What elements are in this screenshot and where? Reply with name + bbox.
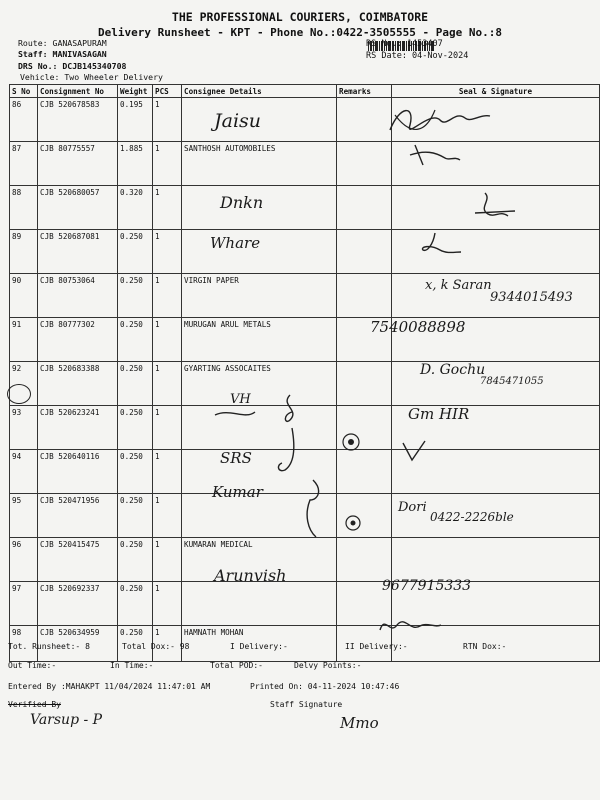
sno-cell: 94 xyxy=(10,450,38,494)
pcs-cell: 1 xyxy=(153,142,182,186)
consignment-cell: CJB 520623241 xyxy=(38,406,118,450)
pcs-cell: 1 xyxy=(153,450,182,494)
pcs-cell: 1 xyxy=(153,538,182,582)
signature-88 xyxy=(470,188,520,224)
handwritten-phone-92: 7845471055 xyxy=(480,376,544,387)
vehicle-line xyxy=(20,72,163,82)
document-title: THE PROFESSIONAL COURIERS, COIMBATORE xyxy=(171,10,429,24)
consignee-cell: VIRGIN PAPER xyxy=(182,274,337,318)
consignee-cell: MURUGAN ARUL METALS xyxy=(182,318,337,362)
sno-cell: 89 xyxy=(10,230,38,274)
drs-value: DCJB145340708 xyxy=(62,61,127,71)
col-remarks: Remarks xyxy=(337,85,392,98)
consignment-cell: CJB 520415475 xyxy=(38,538,118,582)
seal-stamp-94 xyxy=(340,432,362,452)
signature-93-scribble xyxy=(210,390,310,430)
remarks-cell xyxy=(337,274,392,318)
pcs-cell: 1 xyxy=(153,98,182,142)
col-consignment: Consignment No xyxy=(38,85,118,98)
col-sno: S No xyxy=(10,85,38,98)
table-row xyxy=(10,230,600,274)
staff-line xyxy=(18,49,107,59)
weight-cell: 0.250 xyxy=(118,406,153,450)
pcs-cell: 1 xyxy=(153,186,182,230)
handwritten-name-97: Arunvish xyxy=(214,566,287,585)
delivery-table xyxy=(9,84,600,662)
signature-94 xyxy=(400,438,430,464)
handwritten-name-89: Whare xyxy=(210,234,261,252)
signature-94-stroke xyxy=(270,425,300,475)
handwritten-sig-96: Dori xyxy=(398,500,427,515)
handwritten-sig-92: D. Gochu xyxy=(420,362,486,378)
pcs-cell: 1 xyxy=(153,230,182,274)
pcs-cell: 1 xyxy=(153,582,182,626)
handwritten-sig-93: Gm HIR xyxy=(408,405,470,423)
row-93-circle-mark xyxy=(7,384,31,404)
consignment-cell: CJB 520692337 xyxy=(38,582,118,626)
pcs-cell: 1 xyxy=(153,626,182,662)
staff-signature-label: Staff Signature xyxy=(270,700,343,709)
sno-cell: 86 xyxy=(10,98,38,142)
weight-cell: 0.250 xyxy=(118,362,153,406)
consignee-cell xyxy=(182,582,337,626)
consignment-cell: CJB 520683388 xyxy=(38,362,118,406)
sno-cell: 91 xyxy=(10,318,38,362)
consignment-cell: CJB 520680057 xyxy=(38,186,118,230)
weight-cell: 0.250 xyxy=(118,450,153,494)
remarks-cell xyxy=(337,450,392,494)
weight-cell: 0.250 xyxy=(118,230,153,274)
table-header-row xyxy=(10,85,600,98)
handwritten-name-88: Dnkn xyxy=(220,193,264,212)
consignment-cell: CJB 520634959 xyxy=(38,626,118,662)
pcs-cell: 1 xyxy=(153,274,182,318)
handwritten-phone-96: 0422-2226ble xyxy=(430,510,514,524)
signature-87 xyxy=(405,140,465,170)
printed-on: Printed On: 04-11-2024 10:47:46 xyxy=(250,682,400,691)
consignment-cell: CJB 520678583 xyxy=(38,98,118,142)
pcs-cell: 1 xyxy=(153,494,182,538)
document-subtitle: Delivery Runsheet - KPT - Phone No.:0422-3505555 - Page No.:8 xyxy=(98,26,502,39)
sno-cell: 92 xyxy=(10,362,38,406)
consignee-cell: GYARTING ASSOCAITES xyxy=(182,362,337,406)
consignment-cell: CJB 80753064 xyxy=(38,274,118,318)
rtn-dox: RTN Dox:- xyxy=(463,642,507,651)
consignee-cell: HAMNATH MOHAN xyxy=(182,626,337,662)
remarks-cell xyxy=(337,186,392,230)
pcs-cell: 1 xyxy=(153,406,182,450)
sno-cell: 93 xyxy=(10,406,38,450)
weight-cell: 0.250 xyxy=(118,318,153,362)
consignment-cell: CJB 80775557 xyxy=(38,142,118,186)
sno-cell: 95 xyxy=(10,494,38,538)
remarks-cell xyxy=(337,538,392,582)
out-time: Out Time:- xyxy=(8,661,57,670)
rs-date: RS Date: 04-Nov-2024 xyxy=(366,51,469,61)
col-weight: Weight xyxy=(118,85,153,98)
col-seal-signature: Seal & Signature xyxy=(392,85,600,98)
sno-cell: 90 xyxy=(10,274,38,318)
handwritten-phone-91: 7540088898 xyxy=(370,318,466,336)
table-row xyxy=(10,318,600,362)
staff-value: MANIVASAGAN xyxy=(52,49,107,59)
table-row xyxy=(10,626,600,662)
handwritten-name-93: VH xyxy=(230,392,251,407)
weight-cell: 1.885 xyxy=(118,142,153,186)
staff-signature-handwriting: Mmo xyxy=(340,714,379,732)
tot-runsheet: Tot. Runsheet:- 8 xyxy=(8,642,90,651)
table-row xyxy=(10,98,600,142)
handwritten-name-86: Jaisu xyxy=(214,110,262,132)
remarks-cell xyxy=(337,98,392,142)
total-pod: Total POD:- xyxy=(210,661,263,670)
weight-cell: 0.195 xyxy=(118,98,153,142)
table-row xyxy=(10,582,600,626)
pcs-cell: 1 xyxy=(153,318,182,362)
vehicle-value: Two Wheeler Delivery xyxy=(64,72,163,82)
drs-line xyxy=(18,61,126,71)
consignment-cell: CJB 520687081 xyxy=(38,230,118,274)
consignment-cell: CJB 520471956 xyxy=(38,494,118,538)
remarks-cell xyxy=(337,362,392,406)
weight-cell: 0.250 xyxy=(118,626,153,662)
handwritten-name-95: Kumar xyxy=(212,483,263,501)
consignee-cell: SANTHOSH AUTOMOBILES xyxy=(182,142,337,186)
handwritten-phone-97: 9677915333 xyxy=(382,578,472,594)
consignee-cell: KUMARAN MEDICAL xyxy=(182,538,337,582)
vehicle-label: Vehicle: xyxy=(20,72,60,82)
in-time: In Time:- xyxy=(110,661,154,670)
table-row xyxy=(10,142,600,186)
signature-95-stroke xyxy=(298,475,328,545)
consignment-cell: CJB 80777302 xyxy=(38,318,118,362)
rs-number: RS No.: 1453407 xyxy=(366,39,443,49)
pcs-cell: 1 xyxy=(153,362,182,406)
handwritten-name-94: SRS xyxy=(220,449,252,467)
drs-label: DRS No.: xyxy=(18,61,58,71)
col-consignee: Consignee Details xyxy=(182,85,337,98)
sno-cell: 88 xyxy=(10,186,38,230)
verified-by-signature: Varsup - P xyxy=(30,712,103,728)
col-pcs: PCS xyxy=(153,85,182,98)
signature-89 xyxy=(415,230,465,260)
route-line xyxy=(18,38,107,48)
ii-delivery: II Delivery:- xyxy=(345,642,408,651)
route-value: GANASAPURAM xyxy=(52,38,107,48)
signature-98 xyxy=(375,610,445,640)
sno-cell: 98 xyxy=(10,626,38,662)
verified-by-label: Verified By xyxy=(8,700,61,709)
signature-cell xyxy=(392,538,600,582)
signature-86 xyxy=(385,100,505,140)
sno-cell: 87 xyxy=(10,142,38,186)
remarks-cell xyxy=(337,142,392,186)
weight-cell: 0.250 xyxy=(118,494,153,538)
delvy-points: Delvy Points:- xyxy=(294,661,362,670)
i-delivery: I Delivery:- xyxy=(230,642,288,651)
weight-cell: 0.320 xyxy=(118,186,153,230)
handwritten-phone-90: 9344015493 xyxy=(490,290,573,305)
sno-cell: 96 xyxy=(10,538,38,582)
remarks-cell xyxy=(337,230,392,274)
total-dox: Total Dox:- 98 xyxy=(122,642,190,651)
seal-stamp-96 xyxy=(344,514,364,532)
staff-label: Staff: xyxy=(18,49,48,59)
route-label: Route: xyxy=(18,38,48,48)
handwritten-sig-90: x, k Saran xyxy=(425,278,492,293)
weight-cell: 0.250 xyxy=(118,274,153,318)
weight-cell: 0.250 xyxy=(118,538,153,582)
consignment-cell: CJB 520640116 xyxy=(38,450,118,494)
entered-by: Entered By :MAHAKPT 11/04/2024 11:47:01 AM xyxy=(8,682,211,691)
sno-cell: 97 xyxy=(10,582,38,626)
weight-cell: 0.250 xyxy=(118,582,153,626)
